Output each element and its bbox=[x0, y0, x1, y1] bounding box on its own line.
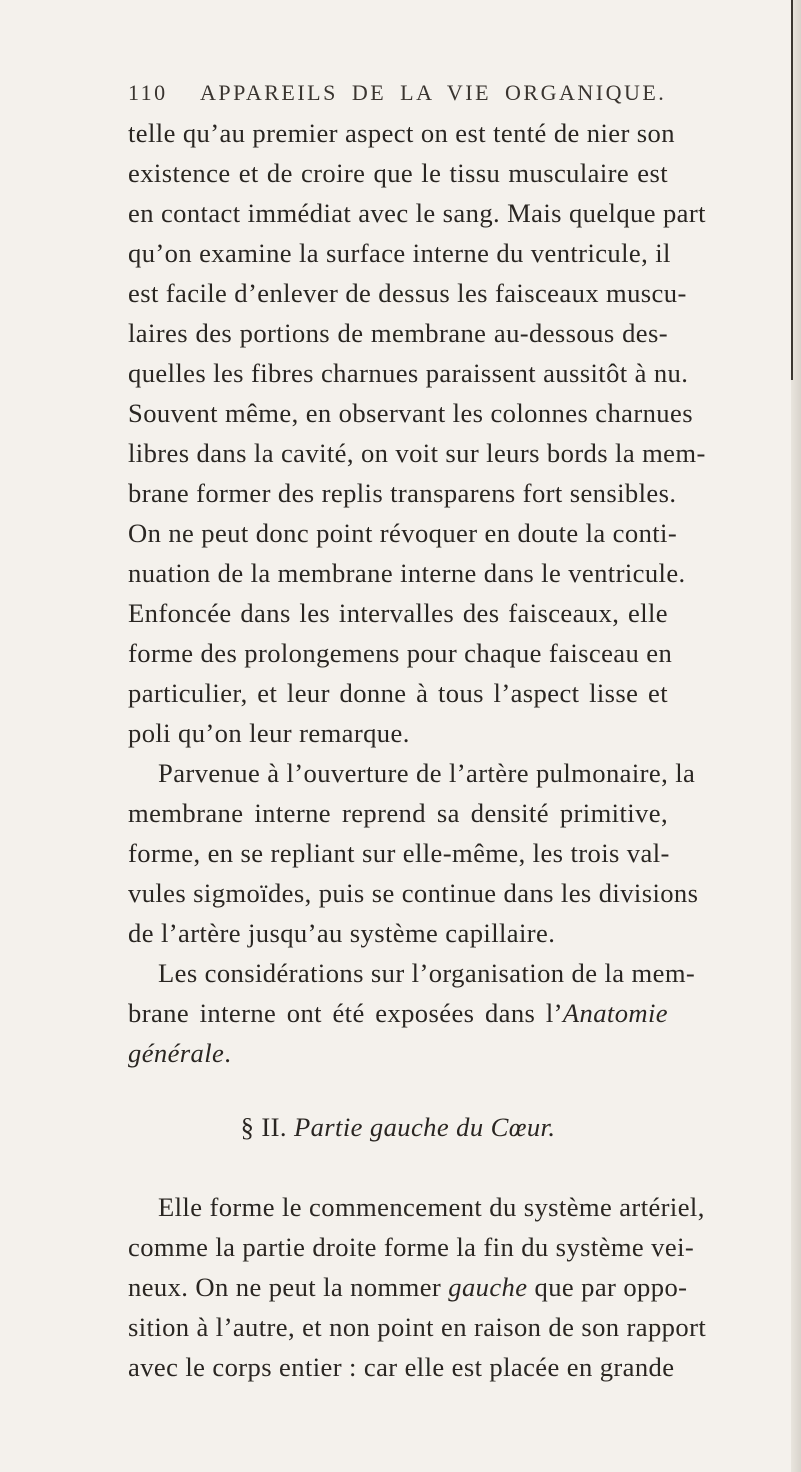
page-header bbox=[128, 80, 668, 112]
text-fragment: brane interne ont été exposées dans l’ bbox=[128, 998, 563, 1028]
text-line: particulier, et leur donne à tous l’aspect lisse et bbox=[128, 678, 668, 708]
paragraph-2 bbox=[128, 753, 699, 953]
spacer bbox=[128, 1073, 668, 1107]
section-number: § II. bbox=[240, 1112, 287, 1142]
text-line: libres dans la cavité, on voit sur leurs bords la mem- bbox=[128, 438, 706, 468]
text-fragment: . bbox=[224, 1038, 232, 1068]
running-title: APPAREILS DE LA VIE ORGANIQUE. bbox=[200, 80, 667, 105]
text-line: sition à l’autre, et non point en raison de son rapport bbox=[128, 1312, 707, 1342]
spacer bbox=[128, 1147, 668, 1187]
italic-word: gauche bbox=[448, 1272, 528, 1302]
text-line: Les considérations sur l’organisation de la mem- bbox=[158, 958, 696, 988]
text-line: On ne peut donc point révoquer en doute la conti- bbox=[128, 518, 678, 548]
book-title-italic: Anatomie bbox=[562, 998, 668, 1028]
text-line: Parvenue à l’ouverture de l’artère pulmonaire, la bbox=[158, 758, 696, 788]
paragraph-4 bbox=[128, 1187, 707, 1387]
text-line: Souvent même, en observant les colonnes charnues bbox=[128, 398, 693, 428]
text-line: qu’on examine la surface interne du ventricule, il bbox=[128, 238, 671, 268]
text-line: comme la partie droite forme la fin du système vei- bbox=[128, 1232, 695, 1262]
text-line: quelles les fibres charnues paraissent aussitôt à nu. bbox=[128, 358, 689, 388]
text-line bbox=[128, 1033, 668, 1073]
text-line: nuation de la membrane interne dans le ventricule. bbox=[128, 558, 686, 588]
page-number: 110 bbox=[128, 80, 168, 105]
text-line: forme des prolongemens pour chaque faisceau en bbox=[128, 638, 673, 668]
text-line: Enfoncée dans les intervalles des faisceaux, elle bbox=[128, 598, 668, 628]
text-line: poli qu’on leur remarque. bbox=[128, 718, 410, 748]
section-heading bbox=[128, 1107, 668, 1147]
text-line: en contact immédiat avec le sang. Mais quelque part bbox=[128, 198, 706, 228]
book-title-italic: générale bbox=[128, 1038, 225, 1068]
text-line: forme, en se repliant sur elle-même, les trois val- bbox=[128, 838, 670, 868]
section-title: Partie gauche du Cœur. bbox=[293, 1112, 556, 1142]
text-line: vules sigmoïdes, puis se continue dans les divisions bbox=[128, 878, 699, 908]
paragraph-1 bbox=[128, 113, 706, 753]
text-fragment: neux. On ne peut la nommer bbox=[128, 1272, 449, 1302]
text-line: Elle forme le commencement du système artériel, bbox=[158, 1192, 705, 1222]
text-line: brane former des replis transparens fort sensibles. bbox=[128, 478, 677, 508]
binding-edge-line bbox=[791, 0, 793, 380]
text-line bbox=[128, 1267, 688, 1307]
text-fragment: que par oppo- bbox=[527, 1272, 688, 1302]
text-line: avec le corps entier : car elle est placée en grande bbox=[128, 1352, 675, 1382]
body-text bbox=[128, 113, 707, 1387]
text-line: membrane interne reprend sa densité primitive, bbox=[128, 798, 668, 828]
text-line: est facile d’enlever de dessus les faisceaux muscu- bbox=[128, 278, 687, 308]
text-line: existence et de croire que le tissu musculaire est bbox=[128, 158, 668, 188]
text-line: laires des portions de membrane au-dessous des- bbox=[128, 318, 668, 348]
paragraph-3 bbox=[128, 953, 696, 1073]
text-line: telle qu’au premier aspect on est tenté de nier son bbox=[128, 118, 675, 148]
text-line: de l’artère jusqu’au système capillaire. bbox=[128, 918, 556, 948]
text-line bbox=[128, 993, 668, 1033]
